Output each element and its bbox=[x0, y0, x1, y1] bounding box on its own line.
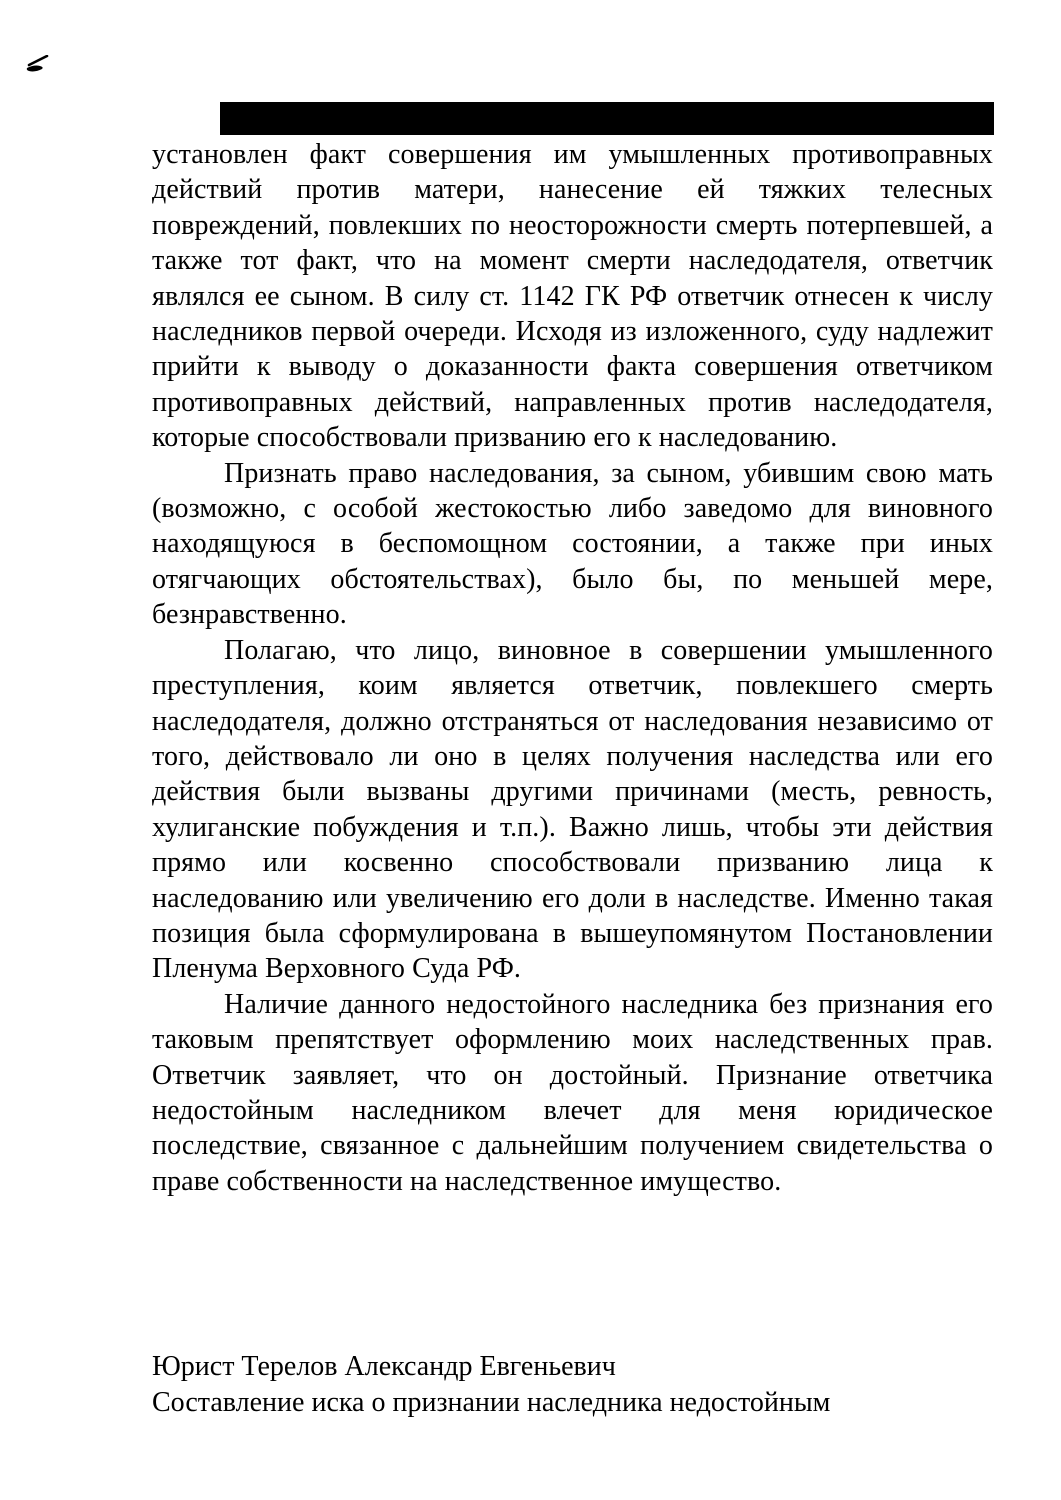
redaction-bar bbox=[220, 102, 994, 135]
document-body bbox=[152, 137, 993, 1199]
handwritten-tick-icon bbox=[25, 55, 49, 73]
document-footer bbox=[152, 1349, 993, 1420]
paragraph: Полагаю, что лицо, виновное в совершении умышленного преступления, коим является ответчик, повлекшего смерть наследодателя, должно отстраняться от наследования независимо от того, действовало ли оно в целях получения наследства или его действия были вызваны другими причинами (месть, ревность, хулиганские побуждения и т.п.). Важно лишь, чтобы эти действия прямо или косвенно способствовали призванию лица к наследованию или увеличению его доли в наследстве. Именно такая позиция была сформулирована в вышеупомянутом Постановлении Пленума Верховного Суда РФ. bbox=[152, 634, 993, 985]
paragraph: Наличие данного недостойного наследника без признания его таковым препятствует оформлению моих наследственных прав. Ответчик заявляет, что он достойный. Признание ответчика недостойным наследником влечет для меня юридическое последствие, связанное с дальнейшим получением свидетельства о праве собственности на наследственное имущество. bbox=[152, 988, 993, 1197]
subject-line: Составление иска о признании наследника недостойным bbox=[152, 1386, 831, 1418]
paragraph: Признать право наследования, за сыном, убившим свою мать (возможно, с особой жестокостью либо заведомо для виновного находящуюся в беспомощном состоянии, а также при иных отягчающих обстоятельствах), было бы, по меньшей мере, безнравственно. bbox=[152, 457, 993, 631]
paragraph: установлен факт совершения им умышленных противоправных действий против матери, нанесение ей тяжких телесных повреждений, повлекших по неосторожности смерть потерпевшей, а также тот факт, что на момент смерти наследодателя, ответчик являлся ее сыном. В силу ст. 1142 ГК РФ ответчик отнесен к числу наследников первой очереди. Исходя из изложенного, суду надлежит прийти к выводу о доказанности факта совершения ответчиком противоправных действий, направленных против наследодателя, которые способствовали призванию его к наследованию. bbox=[152, 139, 993, 454]
author-line: Юрист Терелов Александр Евгеньевич bbox=[152, 1351, 616, 1382]
